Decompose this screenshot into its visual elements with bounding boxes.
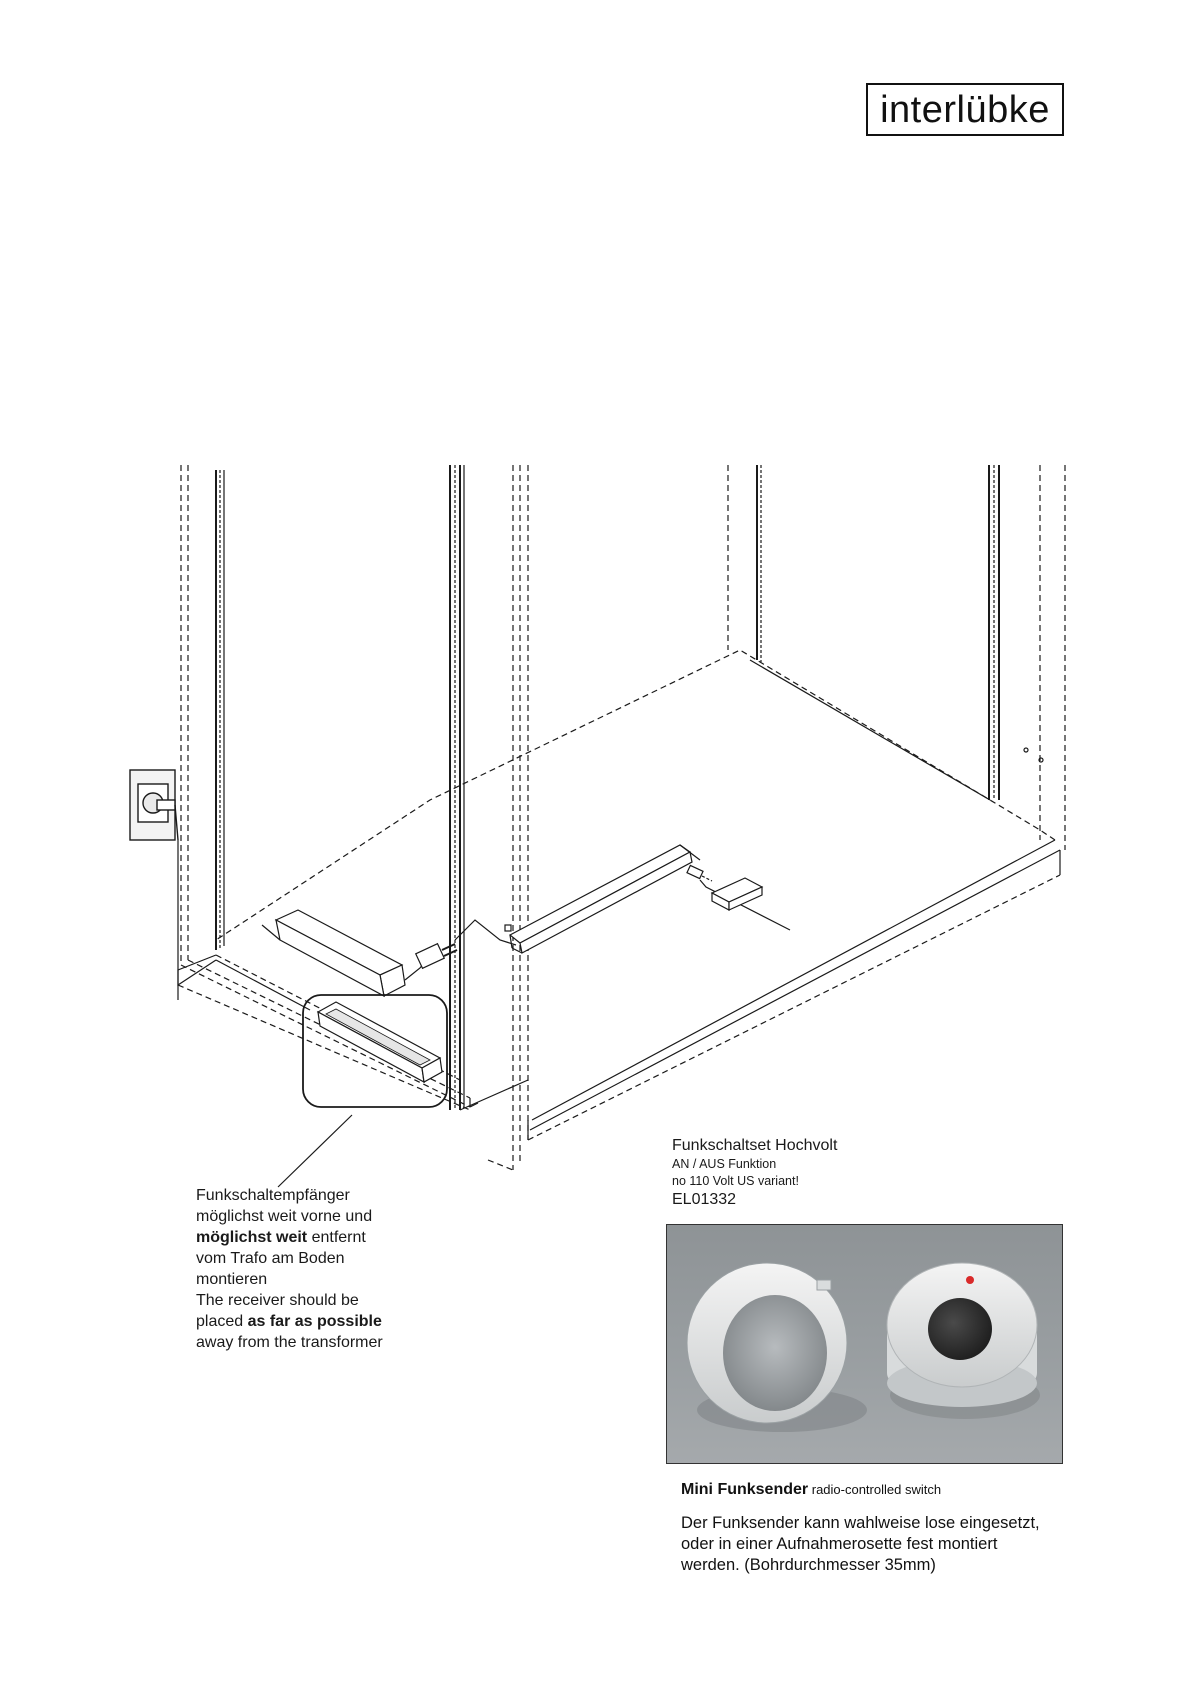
transformer — [262, 910, 405, 996]
note-line: away from the transformer — [196, 1334, 383, 1351]
distributor-box — [712, 878, 762, 910]
product-function: AN / AUS Funktion — [672, 1157, 777, 1171]
caption-subtitle: radio-controlled switch — [808, 1482, 942, 1497]
product-title: Funkschaltset Hochvolt — [672, 1137, 838, 1154]
cabinet-floor — [216, 650, 1060, 1140]
note-emphasis: as far as possible — [247, 1313, 382, 1330]
receiver-placement-note — [196, 1185, 456, 1353]
left-cabinet-rail — [216, 470, 224, 950]
description-line: oder in einer Aufnahmerosette fest montiert — [681, 1535, 998, 1553]
product-photo — [666, 1224, 1063, 1464]
connector — [687, 865, 712, 881]
product-note: no 110 Volt US variant! — [672, 1174, 799, 1188]
led-indicator — [966, 1276, 974, 1284]
note-emphasis: möglichst weit — [196, 1229, 308, 1246]
description-line: Der Funksender kann wahlweise lose eingesetzt, — [681, 1514, 1040, 1532]
note-line — [196, 1227, 456, 1248]
caption-title: Mini Funksender — [681, 1481, 809, 1498]
middle-side-panel — [488, 465, 528, 1170]
wiring — [178, 840, 790, 1010]
wall-socket-icon — [130, 770, 178, 840]
callout-leader-line — [278, 1115, 352, 1187]
brand-logo-text: interlübke — [880, 88, 1050, 131]
note-line: vom Trafo am Boden — [196, 1250, 345, 1267]
note-text: placed — [196, 1313, 248, 1330]
product-description — [681, 1513, 1071, 1576]
photo-caption — [681, 1481, 941, 1499]
led-light-bar — [510, 845, 700, 953]
product-photo-illustration — [667, 1225, 1063, 1464]
note-line: Funkschaltempfänger — [196, 1187, 350, 1204]
note-line: The receiver should be — [196, 1292, 359, 1309]
note-line: montieren — [196, 1271, 268, 1288]
right-cabinet-rail — [728, 465, 1065, 850]
note-line: möglichst weit vorne und — [196, 1208, 373, 1225]
left-base-strip — [178, 955, 470, 1110]
description-line: werden. (Bohrdurchmesser 35mm) — [681, 1556, 936, 1574]
product-info — [672, 1135, 1002, 1210]
product-code: EL01332 — [672, 1191, 737, 1208]
note-line — [196, 1311, 456, 1332]
note-text: entfernt — [307, 1229, 366, 1246]
